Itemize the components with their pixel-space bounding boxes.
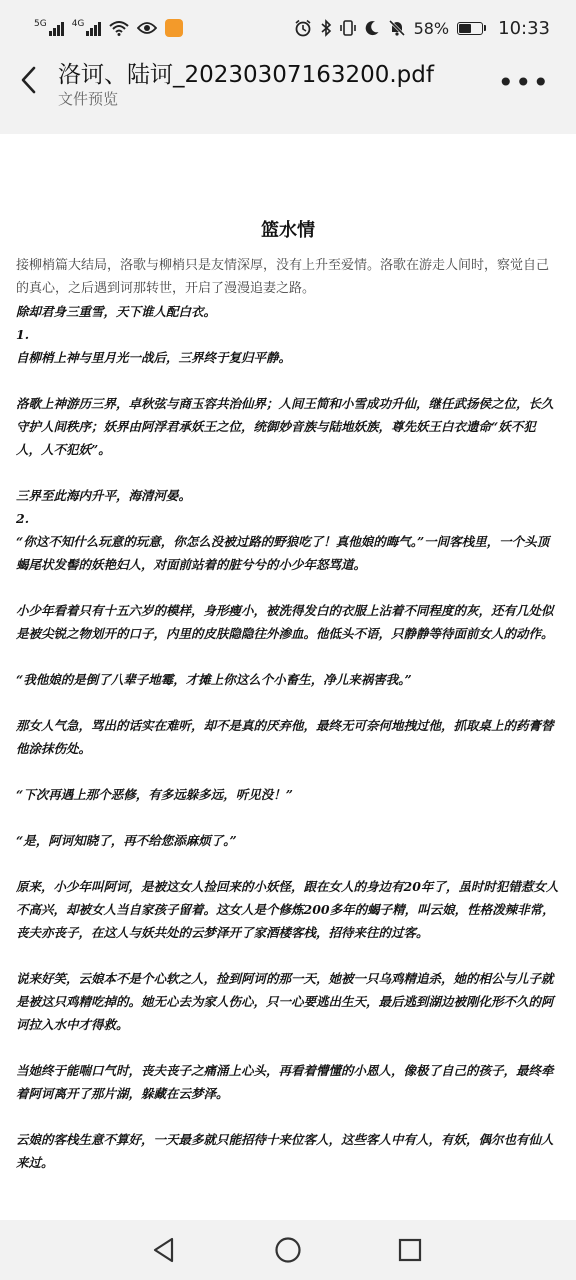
nav-back-triangle-icon[interactable] xyxy=(150,1236,178,1264)
mute-bell-icon xyxy=(388,19,406,37)
app-bar xyxy=(0,56,576,116)
nav-recents-square-icon[interactable] xyxy=(396,1236,424,1264)
status-right xyxy=(294,18,550,39)
status-left xyxy=(34,19,183,37)
body-paragraph: 云娘的客栈生意不算好，一天最多就只能招待十来位客人，这些客人中有人，有妖，偶尔也有仙人来过。 xyxy=(16,1132,554,1170)
body-paragraph: “你这不知什么玩意的玩意，你怎么没被过路的野狼吃了！真他娘的晦气。”一间客栈里，一个头顶蝎尾状发髻的妖艳妇人，对面前站着的脏兮兮的小少年怒骂道。 xyxy=(16,534,550,572)
sim2-network-label: 4G xyxy=(71,19,85,29)
document-intro: 接柳梢篇大结局，洛歌与柳梢只是友情深厚，没有上升至爱情。洛歌在游走人间时，察觉自己的真心，之后遇到诃那转世，开启了漫漫追妻之路。 xyxy=(16,258,550,296)
body-paragraph: 说来好笑，云娘本不是个心软之人，捡到阿诃的那一天，她被一只乌鸡精追杀，她的相公与儿子就是被这只鸡精吃掉的。她无心去为家人伤心，只一心要逃出生天，最后逃到湖边被刚化形不久的阿诃拉入水中才得救。 xyxy=(16,971,554,1032)
body-paragraph: 小少年看着只有十五六岁的模样，身形瘦小，被洗得发白的衣服上沾着不同程度的灰，还有几处似是被尖锐之物划开的口子，内里的皮肤隐隐往外渗血。他低头不语，只静静等待面前女人的动作。 xyxy=(16,603,554,641)
signal-icon-sim1 xyxy=(34,20,64,36)
file-subtitle: 文件预览 xyxy=(58,90,119,108)
body-paragraph: 三界至此海内升平，海清河晏。 xyxy=(16,488,192,503)
body-paragraph: 自柳梢上神与里月光一战后，三界终于复归平静。 xyxy=(16,350,292,365)
body-paragraph: 原来，小少年叫阿诃，是被这女人捡回来的小妖怪，跟在女人的身边有20年了，虽时时犯错惹女人不高兴，却被女人当自家孩子留着。这女人是个修炼200多年的蝎子精，叫云娘，性格泼辣非常，丧夫亦丧子，在这人与妖共处的云梦泽开了家酒楼客栈，招待来往的过客。 xyxy=(16,879,559,940)
alarm-icon xyxy=(294,19,312,37)
more-dots-icon[interactable]: ••• xyxy=(497,66,550,99)
chapter-number: 2. xyxy=(16,511,30,526)
body-paragraph: 那女人气急，骂出的话实在难听，却不是真的厌弃他，最终无可奈何地拽过他，抓取桌上的药膏替他涂抹伤处。 xyxy=(16,718,554,756)
document-title: 篮水情 xyxy=(261,220,315,241)
sim1-network-label: 5G xyxy=(34,19,47,29)
eye-icon xyxy=(137,21,157,35)
battery-icon xyxy=(457,22,486,35)
vibrate-icon xyxy=(340,19,356,37)
nav-home-circle-icon[interactable] xyxy=(274,1236,302,1264)
wifi-icon xyxy=(109,20,129,36)
moon-icon xyxy=(364,20,380,36)
body-paragraph: “我他娘的是倒了八辈子地霉，才摊上你这么个小畜生，净儿来祸害我。” xyxy=(16,672,412,687)
pdf-preview-page[interactable] xyxy=(0,134,576,1220)
status-bar xyxy=(0,0,576,56)
clock: 10:33 xyxy=(498,17,550,39)
chapter-number: 1. xyxy=(16,327,30,342)
body-paragraph: “是，阿诃知晓了，再不给您添麻烦了。” xyxy=(16,833,237,848)
back-arrow-icon[interactable] xyxy=(14,60,46,100)
body-paragraph: 洛歌上神游历三界，卓秋弦与商玉容共治仙界；人间王简和小雪成功升仙，继任武扬侯之位，长久守护人间秩序；妖界由阿浮君承妖王之位，统御妙音族与陆地妖族，尊先妖王白衣遗命“妖不犯人，人不犯妖”。 xyxy=(16,396,554,457)
body-paragraph: “下次再遇上那个恶修，有多远躲多远，听见没！” xyxy=(16,787,293,802)
app-notification-icon xyxy=(165,19,183,37)
body-paragraph: 当她终于能喘口气时，丧夫丧子之痛涌上心头，再看着懵懂的小恩人，像极了自己的孩子，最终牵着阿诃离开了那片湖，躲藏在云梦泽。 xyxy=(16,1063,554,1101)
document-body xyxy=(16,300,560,1174)
signal-icon-sim2 xyxy=(72,20,102,36)
bluetooth-icon xyxy=(320,19,332,37)
file-title: 洛诃、陆诃_20230307163200.pdf xyxy=(58,62,434,88)
battery-percent: 58% xyxy=(413,18,450,38)
body-paragraph: 除却君身三重雪，天下谁人配白衣。 xyxy=(16,304,217,319)
system-nav-bar xyxy=(0,1220,576,1280)
